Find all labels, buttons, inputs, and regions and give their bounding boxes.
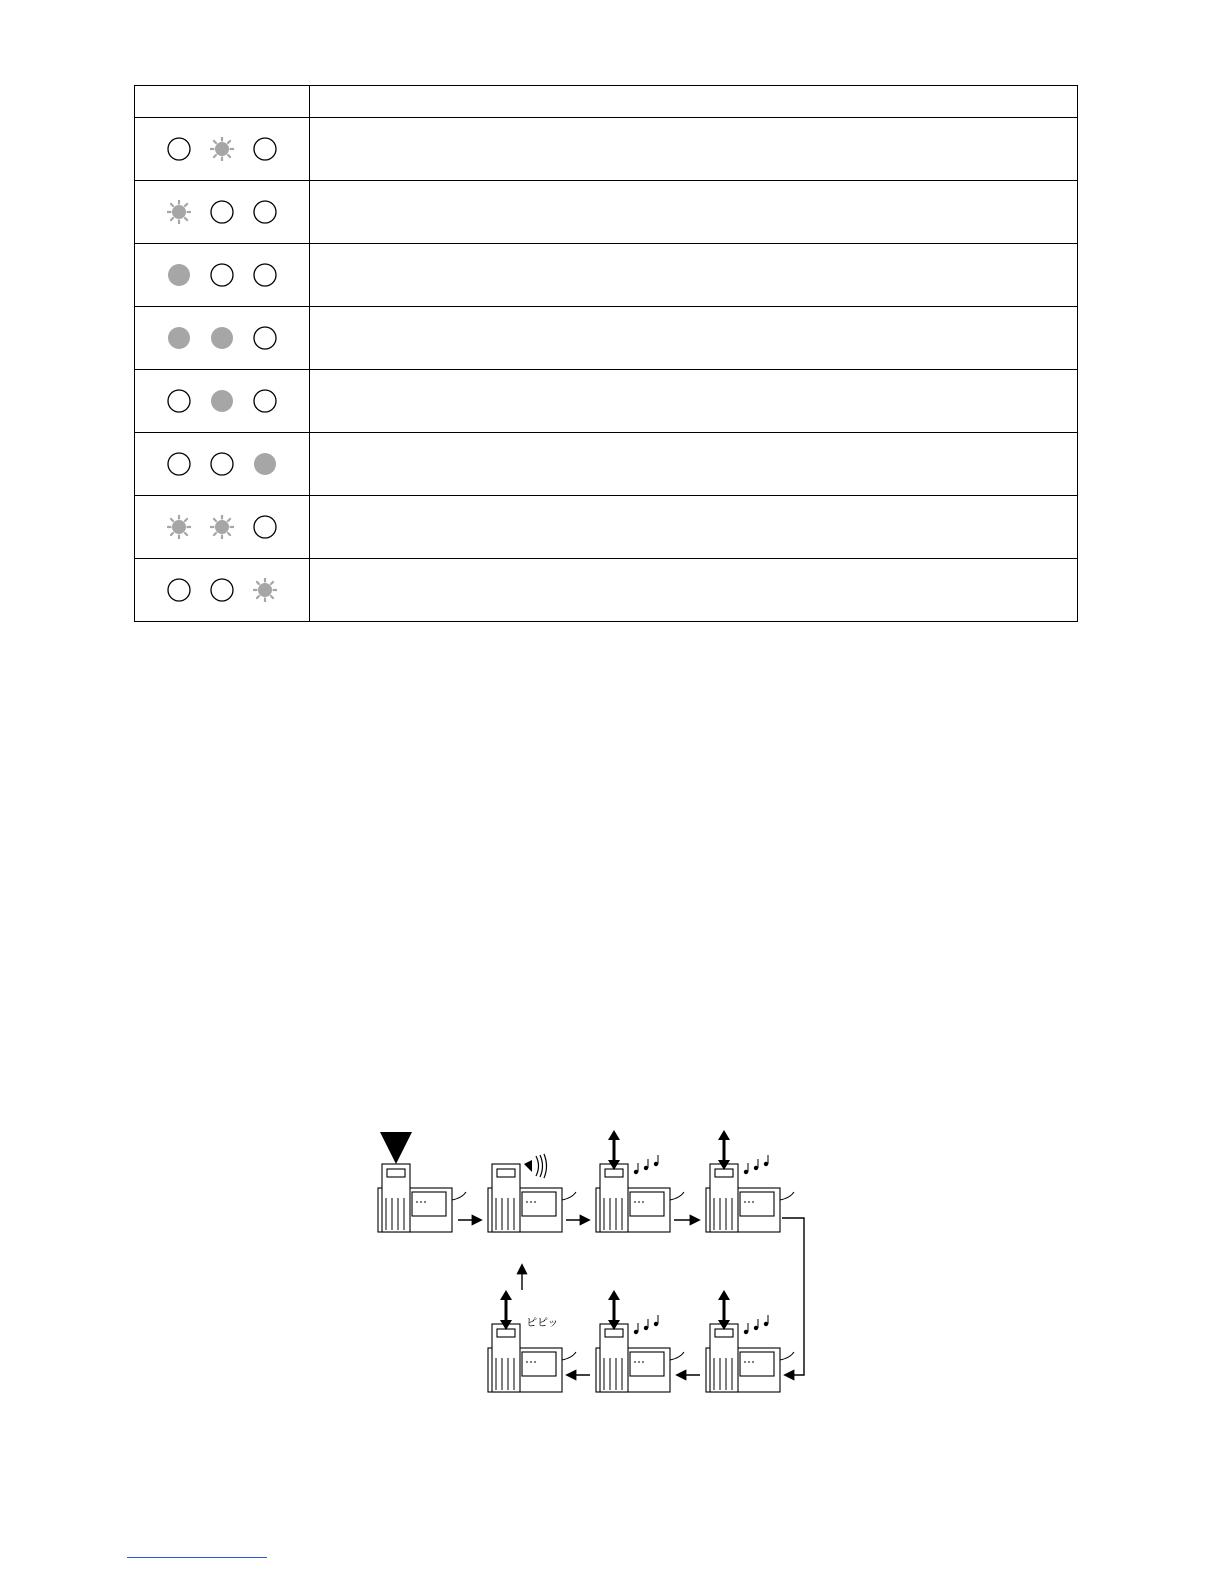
charger-top-panel xyxy=(630,1352,664,1376)
led-on-icon xyxy=(210,326,234,350)
table-row xyxy=(135,181,1078,244)
table-row xyxy=(135,433,1078,496)
led-off-icon xyxy=(210,200,234,224)
led-off-icon xyxy=(253,263,277,287)
table-row xyxy=(135,370,1078,433)
charger-step-3 xyxy=(596,1130,684,1232)
indicator-cell xyxy=(135,559,310,622)
footer-link-underline xyxy=(127,1557,267,1558)
table-header-row xyxy=(135,86,1078,118)
led-group xyxy=(135,515,309,539)
description-cell xyxy=(310,559,1078,622)
led-indicator-table xyxy=(134,85,1078,622)
cord xyxy=(562,1192,576,1200)
charger-top-panel xyxy=(412,1192,446,1216)
charger-top-panel xyxy=(522,1192,556,1216)
melody-notes-icon xyxy=(744,1315,768,1334)
indicator-cell xyxy=(135,118,310,181)
indicator-cell xyxy=(135,244,310,307)
led-on-icon xyxy=(210,389,234,413)
led-group xyxy=(135,137,309,161)
charger-step-6 xyxy=(596,1290,684,1392)
indicator-cell xyxy=(135,370,310,433)
cord xyxy=(780,1192,794,1200)
indicator-cell xyxy=(135,433,310,496)
beep-sound-icon xyxy=(524,1154,547,1178)
sound-label: ピピッ xyxy=(526,1316,559,1329)
charger-step-7 xyxy=(488,1290,576,1392)
melody-notes-icon xyxy=(634,1155,658,1174)
table-row xyxy=(135,118,1078,181)
battery-label xyxy=(715,1329,733,1337)
table-row xyxy=(135,496,1078,559)
led-off-icon xyxy=(253,389,277,413)
led-group xyxy=(135,326,309,350)
table-row xyxy=(135,244,1078,307)
led-group xyxy=(135,389,309,413)
indicator-cell xyxy=(135,496,310,559)
led-off-icon xyxy=(210,452,234,476)
led-blink-icon xyxy=(210,137,234,161)
melody-notes-icon xyxy=(744,1155,768,1174)
battery-label xyxy=(605,1169,623,1177)
led-off-icon xyxy=(210,263,234,287)
led-group xyxy=(135,578,309,602)
battery-label xyxy=(387,1169,405,1177)
charger-top-panel xyxy=(740,1192,774,1216)
description-cell xyxy=(310,244,1078,307)
led-off-icon xyxy=(253,326,277,350)
led-rows xyxy=(135,118,1078,622)
battery-label xyxy=(497,1169,515,1177)
led-group xyxy=(135,452,309,476)
description-cell xyxy=(310,496,1078,559)
led-blink-icon xyxy=(167,515,191,539)
indicator-cell xyxy=(135,307,310,370)
battery-label xyxy=(605,1329,623,1337)
charger-top-panel xyxy=(522,1352,556,1376)
led-off-icon xyxy=(167,452,191,476)
cord xyxy=(562,1352,576,1360)
description-cell xyxy=(310,370,1078,433)
led-off-icon xyxy=(253,200,277,224)
cord xyxy=(780,1352,794,1360)
led-off-icon xyxy=(167,137,191,161)
charger-step-2 xyxy=(488,1154,576,1232)
cord xyxy=(670,1352,684,1360)
led-group xyxy=(135,263,309,287)
cord xyxy=(670,1192,684,1200)
charger-top-panel xyxy=(740,1352,774,1376)
indicator-column-header xyxy=(135,86,310,118)
table-row xyxy=(135,559,1078,622)
description-cell xyxy=(310,181,1078,244)
led-on-icon xyxy=(253,452,277,476)
led-off-icon xyxy=(253,137,277,161)
led-off-icon xyxy=(167,578,191,602)
battery-label xyxy=(715,1169,733,1177)
led-off-icon xyxy=(167,389,191,413)
cord xyxy=(452,1192,466,1200)
led-off-icon xyxy=(253,515,277,539)
led-on-icon xyxy=(167,263,191,287)
description-column-header xyxy=(310,86,1078,118)
led-blink-icon xyxy=(253,578,277,602)
charger-step-1 xyxy=(378,1136,466,1232)
indicator-cell xyxy=(135,181,310,244)
led-blink-icon xyxy=(210,515,234,539)
charger-top-panel xyxy=(630,1192,664,1216)
table-row xyxy=(135,307,1078,370)
melody-notes-icon xyxy=(634,1315,658,1334)
led-blink-icon xyxy=(167,200,191,224)
led-off-icon xyxy=(210,578,234,602)
description-cell xyxy=(310,433,1078,496)
led-group xyxy=(135,200,309,224)
description-cell xyxy=(310,307,1078,370)
charger-operation-diagram xyxy=(370,1130,820,1400)
led-on-icon xyxy=(167,326,191,350)
battery-label xyxy=(497,1329,515,1337)
charger-step-4 xyxy=(706,1130,794,1232)
description-cell xyxy=(310,118,1078,181)
charger-step-5 xyxy=(706,1290,794,1392)
flow-arrow xyxy=(782,1218,804,1375)
